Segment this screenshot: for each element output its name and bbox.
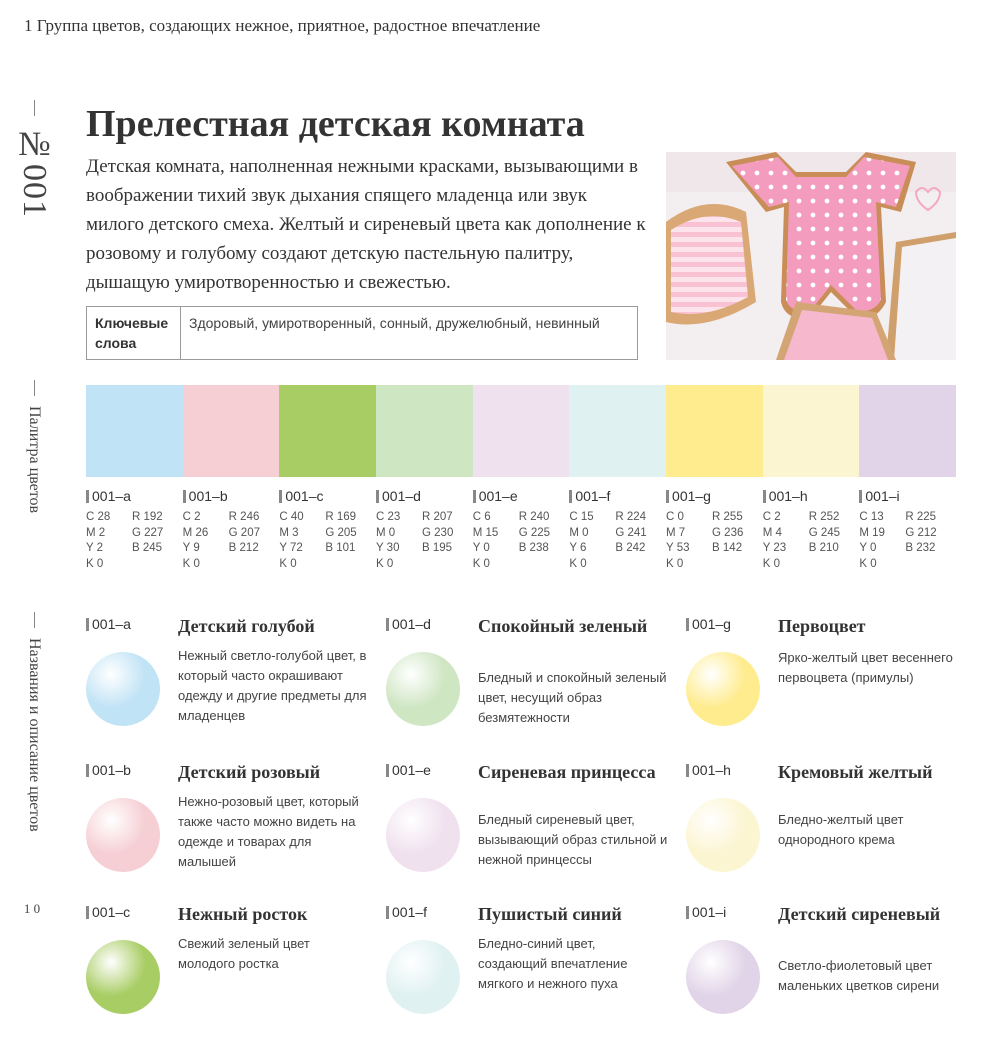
code-marker — [686, 906, 689, 919]
rgb-b: B 232 — [905, 542, 936, 554]
color-id: 001–e — [392, 762, 431, 778]
cmyk-k: K 0 — [569, 557, 587, 570]
side-palette-label: Палитра цветов — [26, 406, 43, 514]
color-description: Бледно-желтый цвет однородного крема — [778, 812, 904, 847]
rgb-r: R 192 — [132, 511, 163, 523]
color-entry-001-a — [86, 612, 366, 752]
keywords-label: Ключевые слова — [87, 307, 181, 359]
swatch-001-i — [859, 385, 956, 477]
cmyk-rgb-values — [859, 510, 956, 572]
color-id: 001–e — [478, 488, 518, 504]
swatch-001-b — [183, 385, 280, 477]
cmyk-c: C 13 — [859, 511, 884, 523]
color-name: Сиреневая принцесса — [478, 762, 656, 782]
page-title: Прелестная детская комната — [86, 103, 585, 145]
cmyk-m: M 3 — [279, 526, 299, 539]
rgb-g: G 236 — [712, 526, 744, 539]
rgb-r: R 207 — [422, 511, 453, 523]
code-marker — [666, 490, 669, 503]
rgb-b: B 238 — [518, 542, 549, 554]
photo-illustration — [666, 152, 956, 360]
cmyk-rgb-values — [666, 510, 763, 572]
cmyk-rgb-values — [763, 510, 860, 572]
swatch-001-d — [376, 385, 473, 477]
rgb-g: G 212 — [905, 526, 937, 539]
color-sphere — [86, 798, 160, 872]
page-number: 1 0 — [23, 901, 41, 916]
color-palette — [86, 385, 956, 477]
color-entry-001-c — [86, 900, 366, 1040]
color-name: Спокойный зеленый — [478, 616, 648, 636]
swatch-001-f — [569, 385, 666, 477]
rgb-r: R 252 — [808, 511, 840, 523]
color-description: Бледный и спокойный зеленый цвет, несущий образ безмятежности — [478, 670, 667, 725]
color-description: Светло-фиолетовый цвет маленьких цветков сирени — [778, 958, 940, 993]
color-codes — [86, 488, 956, 572]
color-description: Нежный светло-голубой цвет, в который часто окрашивают одежду и другие предметы для младенцев — [178, 648, 367, 723]
cmyk-m: M 4 — [762, 526, 782, 539]
color-name: Детский голубой — [178, 616, 315, 636]
cmyk-c: C 23 — [376, 511, 401, 523]
cmyk-m: M 19 — [859, 526, 885, 539]
swatch-001-a — [86, 385, 183, 477]
color-code-001-c — [279, 488, 376, 572]
color-id: 001–i — [865, 488, 900, 504]
color-description: Свежий зеленый цвет молодого ростка — [178, 936, 310, 971]
color-entry-001-d — [386, 612, 666, 752]
color-id: 001–h — [768, 488, 808, 504]
color-sphere — [86, 940, 160, 1014]
swatch-001-e — [473, 385, 570, 477]
rgb-g: G 230 — [422, 526, 454, 539]
color-name: Кремовый желтый — [778, 762, 933, 782]
intro-paragraph: Детская комната, наполненная нежными красками, вызывающими в воображении тихий звук дыхания спящего младенца или звук милого детского смеха. Желтый и сиреневый цвета как дополнение к розовому и голубому создают детскую пастельную палитру, дышащую умиротворенностью и свежестью. — [86, 156, 646, 293]
baby-onesie-cookies-image — [666, 152, 956, 360]
color-id: 001–d — [382, 488, 421, 504]
color-sphere — [386, 798, 460, 872]
cmyk-m: M 0 — [569, 526, 589, 539]
code-marker — [86, 764, 89, 777]
code-marker — [763, 490, 766, 503]
color-id: 001–c — [285, 488, 324, 504]
color-code-001-e — [473, 488, 570, 572]
color-name: Пушистый синий — [478, 904, 622, 924]
color-code-001-d — [376, 488, 473, 572]
side-palette-block — [14, 380, 54, 513]
color-entry-001-i — [686, 900, 966, 1040]
color-entry-001-e — [386, 758, 666, 898]
rgb-g: G 207 — [228, 526, 260, 539]
cmyk-y: Y 9 — [182, 542, 200, 554]
color-code-001-g — [666, 488, 763, 572]
rgb-r: R 224 — [615, 511, 647, 523]
side-names-block — [14, 612, 54, 832]
color-id: 001–d — [392, 616, 431, 632]
rgb-g: G 227 — [132, 526, 164, 539]
cmyk-c: C 2 — [762, 511, 781, 523]
color-sphere — [686, 652, 760, 726]
color-code-001-b — [183, 488, 280, 572]
rgb-b: B 195 — [422, 542, 453, 554]
color-id: 001–b — [92, 762, 131, 778]
code-marker — [686, 618, 689, 631]
code-marker — [279, 490, 282, 503]
color-entry-001-b — [86, 758, 366, 898]
side-divider — [34, 612, 35, 628]
cmyk-y: Y 23 — [762, 542, 787, 554]
cmyk-k: K 0 — [376, 557, 394, 570]
rgb-b: B 212 — [228, 542, 259, 554]
code-marker — [386, 618, 389, 631]
cmyk-m: M 26 — [182, 526, 209, 539]
color-id: 001–f — [575, 488, 611, 504]
code-marker — [386, 906, 389, 919]
rgb-r: R 255 — [712, 511, 743, 523]
color-id: 001–c — [92, 904, 131, 920]
cmyk-k: K 0 — [182, 557, 200, 570]
color-description: Ярко-желтый цвет весеннего первоцвета (примулы) — [778, 650, 953, 685]
code-marker — [183, 490, 186, 503]
swatch-001-c — [279, 385, 376, 477]
color-entry-001-h — [686, 758, 966, 898]
cmyk-y: Y 0 — [859, 542, 877, 554]
color-id: 001–f — [392, 904, 428, 920]
color-name: Первоцвет — [778, 616, 866, 636]
keywords-box — [86, 306, 638, 360]
cmyk-c: C 0 — [666, 511, 684, 523]
code-marker — [86, 490, 89, 503]
cmyk-k: K 0 — [666, 557, 684, 570]
cmyk-m: M 7 — [666, 526, 686, 539]
color-name: Детский сиреневый — [778, 904, 941, 924]
rgb-r: R 240 — [518, 511, 550, 523]
cmyk-y: Y 72 — [279, 542, 303, 554]
cmyk-c: C 40 — [279, 511, 304, 523]
side-divider — [34, 380, 35, 396]
code-marker — [859, 490, 862, 503]
color-code-001-h — [763, 488, 860, 572]
cmyk-m: M 2 — [86, 526, 106, 539]
side-number-block — [14, 100, 54, 218]
cmyk-rgb-values — [473, 510, 570, 572]
cmyk-rgb-values — [376, 510, 473, 572]
rgb-g: G 225 — [518, 526, 551, 539]
color-entry-001-g — [686, 612, 966, 752]
cmyk-m: M 0 — [376, 526, 396, 539]
rgb-b: B 101 — [325, 542, 356, 554]
color-name: Нежный росток — [178, 904, 308, 924]
color-sphere — [386, 940, 460, 1014]
color-sphere — [686, 940, 760, 1014]
cmyk-k: K 0 — [279, 557, 297, 570]
side-number: №001 — [16, 126, 53, 218]
cmyk-c: C 2 — [182, 511, 201, 523]
rgb-g: G 241 — [615, 526, 647, 539]
color-id: 001–i — [692, 904, 727, 920]
side-divider — [34, 100, 35, 116]
color-id: 001–g — [692, 616, 731, 632]
color-sphere — [686, 798, 760, 872]
cmyk-rgb-values — [279, 510, 376, 572]
code-marker — [569, 490, 572, 503]
code-marker — [376, 490, 379, 503]
rgb-b: B 210 — [808, 542, 839, 554]
keywords-text: Здоровый, умиротворенный, сонный, дружелюбный, невинный — [189, 315, 600, 331]
color-id: 001–b — [188, 488, 228, 504]
cmyk-c: C 6 — [472, 511, 491, 523]
cmyk-y: Y 30 — [376, 542, 400, 554]
code-marker — [686, 764, 689, 777]
code-marker — [86, 906, 89, 919]
color-description: Бледно-синий цвет, создающий впечатление мягкого и нежного пуха — [478, 936, 628, 991]
color-id: 001–h — [692, 762, 731, 778]
color-id: 001–a — [92, 488, 131, 504]
color-code-001-a — [86, 488, 183, 572]
swatch-001-g — [666, 385, 763, 477]
color-id: 001–a — [92, 616, 131, 632]
rgb-b: B 242 — [615, 542, 646, 554]
cmyk-y: Y 53 — [666, 542, 690, 554]
cmyk-y: Y 6 — [569, 542, 587, 554]
cmyk-c: C 15 — [569, 511, 594, 523]
color-names-section — [86, 612, 966, 1042]
color-name: Детский розовый — [178, 762, 321, 782]
cmyk-y: Y 0 — [472, 542, 490, 554]
rgb-g: G 245 — [808, 526, 841, 539]
color-code-001-i — [859, 488, 956, 572]
running-head: 1 Группа цветов, создающих нежное, приятное, радостное впечатление — [24, 16, 541, 35]
cmyk-k: K 0 — [472, 557, 490, 570]
cmyk-rgb-values — [86, 510, 183, 572]
rgb-r: R 169 — [325, 511, 357, 523]
rgb-r: R 225 — [905, 511, 937, 523]
color-code-001-f — [569, 488, 666, 572]
cmyk-y: Y 2 — [86, 542, 104, 554]
cmyk-k: K 0 — [762, 557, 780, 570]
cmyk-k: K 0 — [86, 557, 104, 570]
cmyk-m: M 15 — [472, 526, 499, 539]
cmyk-c: C 28 — [86, 511, 111, 523]
color-sphere — [86, 652, 160, 726]
code-marker — [386, 764, 389, 777]
code-marker — [86, 618, 89, 631]
color-sphere — [386, 652, 460, 726]
color-id: 001–g — [672, 488, 711, 504]
code-marker — [473, 490, 476, 503]
color-description: Бледный сиреневый цвет, вызывающий образ стильной и нежной принцессы — [478, 812, 668, 867]
color-entry-001-f — [386, 900, 666, 1040]
rgb-b: B 245 — [132, 542, 163, 554]
side-names-label: Названия и описание цветов — [26, 638, 43, 832]
swatch-001-h — [763, 385, 860, 477]
color-description: Нежно-розовый цвет, который также часто можно видеть на одежде и товарах для малышей — [178, 794, 359, 869]
rgb-g: G 205 — [325, 526, 357, 539]
rgb-r: R 246 — [228, 511, 260, 523]
cmyk-k: K 0 — [859, 557, 877, 570]
cmyk-rgb-values — [183, 510, 280, 572]
cmyk-rgb-values — [569, 510, 666, 572]
rgb-b: B 142 — [712, 542, 743, 554]
